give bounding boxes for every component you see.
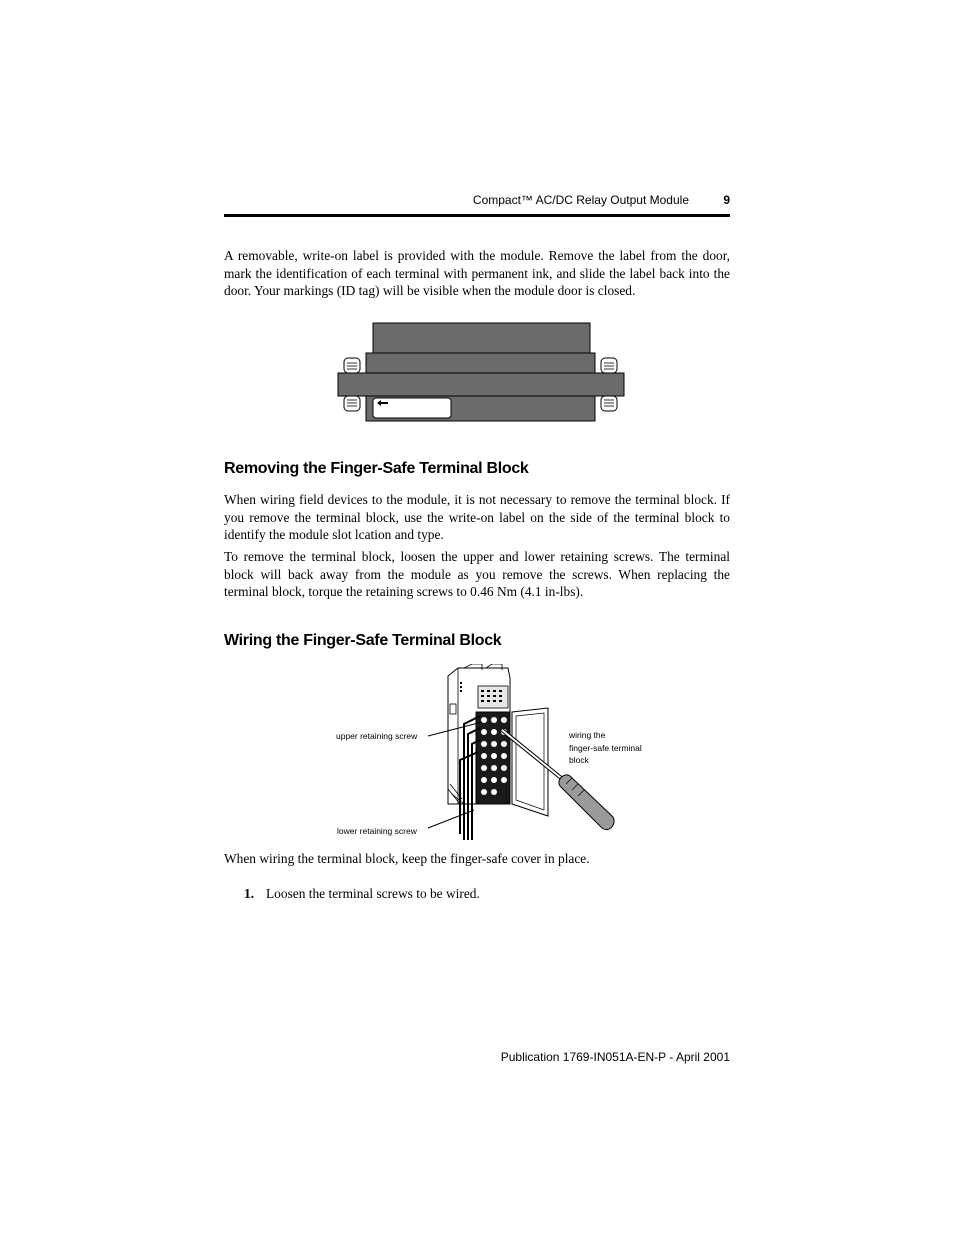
section-heading-wiring: Wiring the Finger-Safe Terminal Block [224, 632, 502, 649]
wiring-paragraph: When wiring the terminal block, keep the finger-safe cover in place. [224, 851, 590, 866]
page-number: 9 [723, 193, 730, 207]
header-rule [224, 214, 730, 217]
removing-paragraph-2: To remove the terminal block, loosen the upper and lower retaining screws. The terminal block will back away from the module as you remove the screws. When replacing the terminal block, torque the retaining screws to 0.46 Nm (4.1 in-lbs). [224, 549, 730, 599]
step-item [244, 886, 480, 902]
publication-footer: Publication 1769-IN051A-EN-P - April 2001 [500, 1050, 730, 1064]
left-screw-bottom-icon [344, 396, 360, 411]
write-on-label-figure [336, 322, 628, 424]
module-door-bar [338, 373, 624, 396]
intro-paragraph: A removable, write-on label is provided with the module. Remove the label from the door, mark the identification of each terminal with permanent ink, and slide the label back into the door. Your markings (ID tag) will be visible when the module door is closed. [224, 248, 730, 298]
label-wiring-line-2: finger-safe terminal [569, 742, 642, 753]
running-header-title: Compact™ AC/DC Relay Output Module [472, 193, 689, 207]
label-upper-retaining-screw: upper retaining screw [336, 731, 418, 741]
left-screw-top-icon [344, 358, 360, 373]
right-screw-top-icon [601, 358, 617, 373]
label-wiring-callout [569, 729, 642, 767]
step-text: Loosen the terminal screws to be wired. [266, 886, 480, 901]
removing-paragraph-1: When wiring field devices to the module, it is not necessary to remove the terminal block. If you remove the terminal block, use the write-on label on the side of the terminal block to identify the module slot lcation and type. [224, 492, 730, 542]
label-lower-retaining-screw: lower retaining screw [337, 826, 417, 836]
right-screw-bottom-icon [601, 396, 617, 411]
write-on-label [373, 398, 451, 418]
module-middle-panel [366, 353, 595, 373]
module-top-panel [373, 323, 590, 353]
section-heading-removing: Removing the Finger-Safe Terminal Block [224, 460, 529, 477]
step-number: 1. [244, 886, 255, 901]
label-wiring-line-1: wiring the [569, 730, 606, 740]
label-wiring-line-3: block [569, 755, 589, 765]
